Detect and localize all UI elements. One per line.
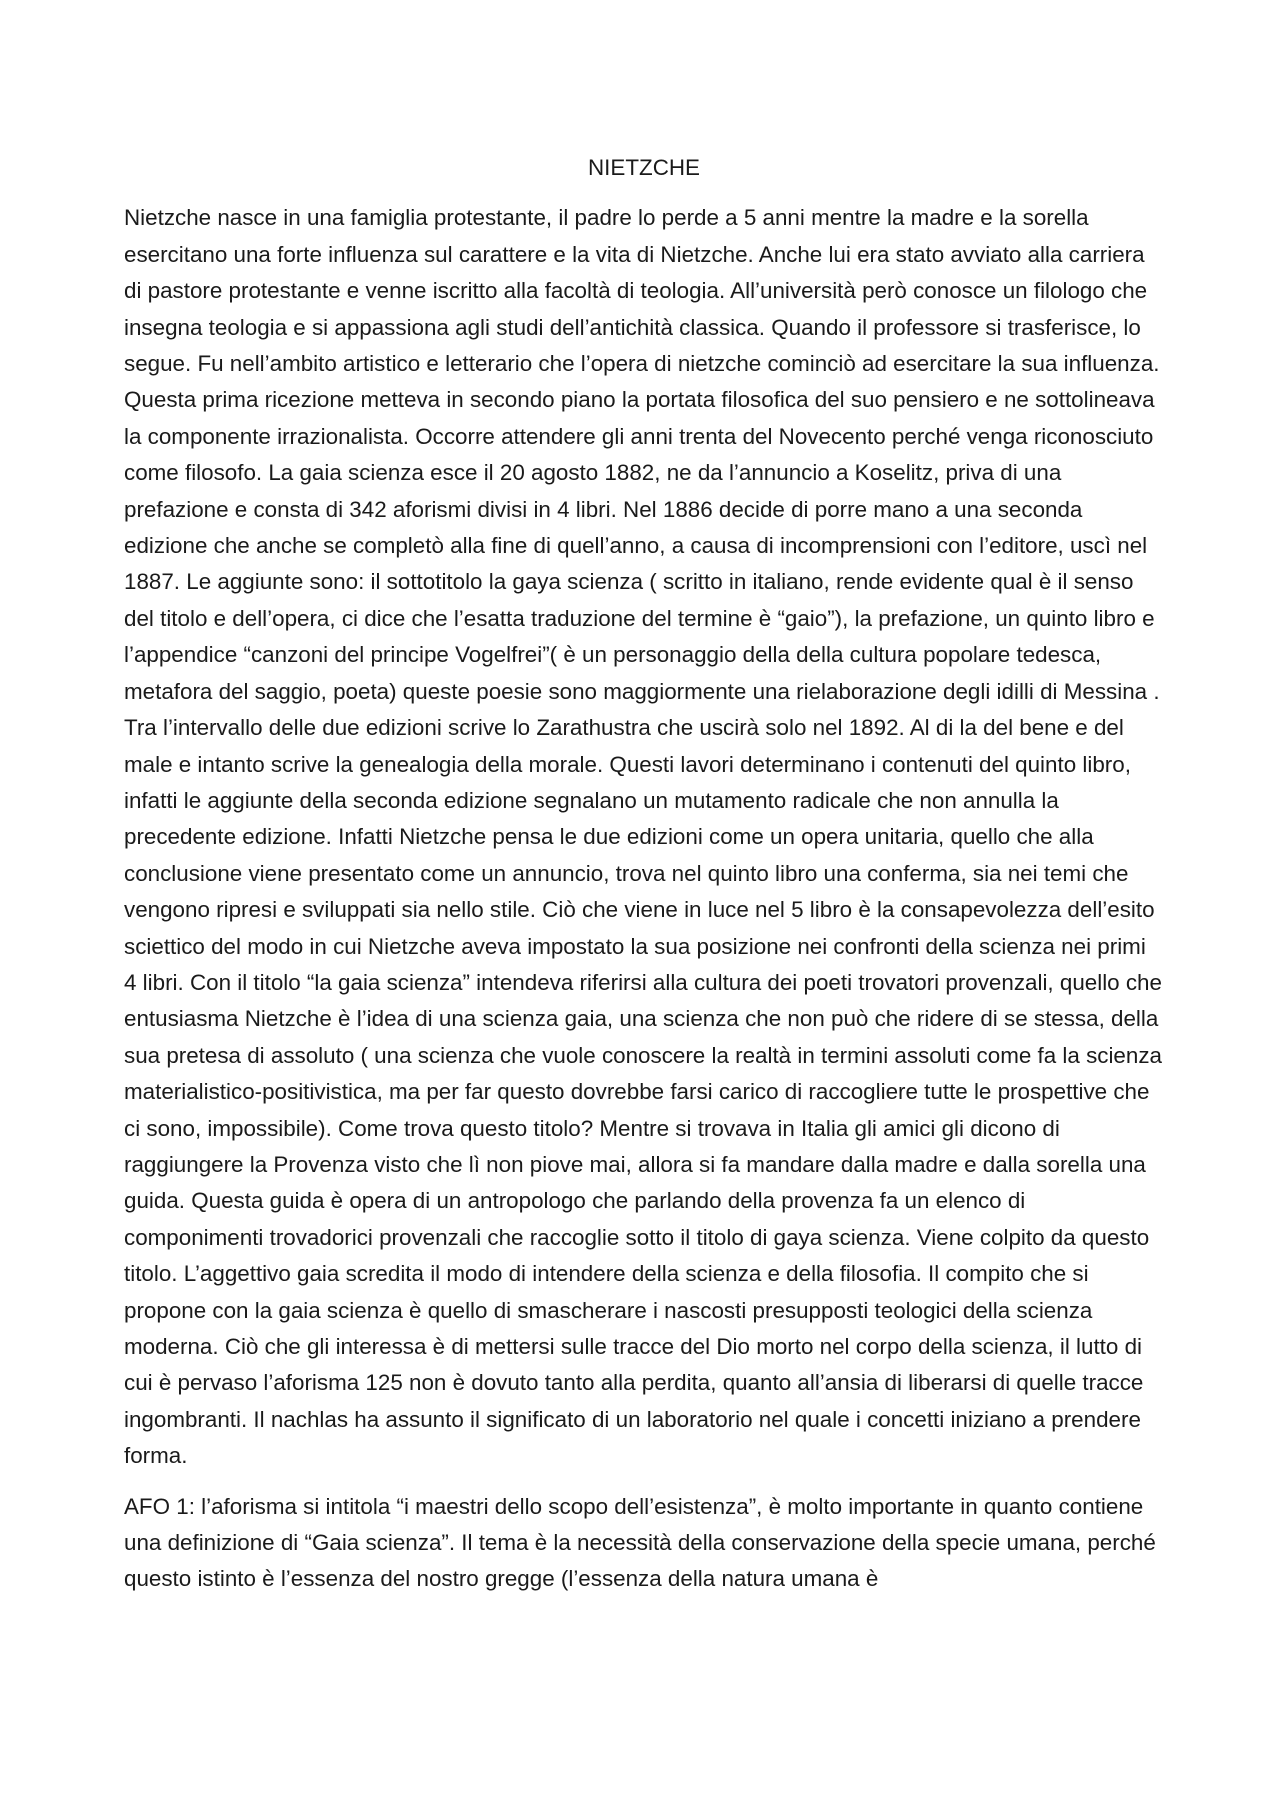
document-title: NIETZCHE bbox=[588, 155, 700, 180]
document-body bbox=[124, 150, 1164, 1612]
paragraph-afo-1: AFO 1: l’aforisma si intitola “i maestri dello scopo dell’esistenza”, è molto importante in quanto contiene una definizione di “Gaia scienza”. Il tema è la necessità della conservazione della specie umana, perché questo istinto è l’essenza del nostro gregge (l’essenza della natura umana è bbox=[124, 1493, 1156, 1592]
paragraph-intro: Nietzche nasce in una famiglia protestante, il padre lo perde a 5 anni mentre la madre e la sorella esercitano una forte influenza sul carattere e la vita di Nietzche. Anche lui era stato avviato alla carriera di pastore protestante e venne iscritto alla facoltà di teologia. All’università però conosce un filologo che insegna teologia e si appassiona agli studi dell’antichità classica. Quando il professore si trasferisce, lo segue. Fu nell’ambito artistico e letterario che l’opera di nietzche cominciò ad esercitare la sua influenza. Questa prima ricezione metteva in secondo piano la portata filosofica del suo pensiero e ne sottolineava la componente irrazionalista. Occorre attendere gli anni trenta del Novecento perché venga riconosciuto come filosofo. La gaia scienza esce il 20 agosto 1882, ne da l’annuncio a Koselitz, priva di una prefazione e consta di 342 aforismi divisi in 4 libri. Nel 1886 decide di porre mano a una seconda edizione che anche se completò alla fine di quell’anno, a causa di incomprensioni con l’editore, uscì nel 1887. Le aggiunte sono: il sottotitolo la gaya scienza ( scritto in italiano, rende evidente qual è il senso del titolo e dell’opera, ci dice che l’esatta traduzione del termine è “gaio”), la prefazione, un quinto libro e l’appendice “canzoni del principe Vogelfrei”( è un personaggio della della cultura popolare tedesca, metafora del saggio, poeta) queste poesie sono maggiormente una rielaborazione degli idilli di Messina . Tra l’intervallo delle due edizioni scrive lo Zarathustra che uscirà solo nel 1892. Al di la del bene e del male e intanto scrive la genealogia della morale. Questi lavori determinano i contenuti del quinto libro, infatti le aggiunte della seconda edizione segnalano un mutamento radicale che non annulla la precedente edizione. Infatti Nietzche pensa le due edizioni come un opera unitaria, quello che alla conclusione viene presentato come un annuncio, trova nel quinto libro una conferma, sia nei temi che vengono ripresi e sviluppati sia nello stile. Ciò che viene in luce nel 5 libro è la consapevolezza dell’esito sciettico del modo in cui Nietzche aveva impostato la sua posizione nei confronti della scienza nei primi 4 libri. Con il titolo “la gaia scienza” intendeva riferirsi alla cultura dei poeti trovatori provenzali, quello che entusiasma Nietzche è l’idea di una scienza gaia, una scienza che non può che ridere di se stessa, della sua pretesa di assoluto ( una scienza che vuole conoscere la realtà in termini assoluti come fa la scienza materialistico-positivistica, ma per far questo dovrebbe farsi carico di raccogliere tutte le prospettive che ci sono, impossibile). Come trova questo titolo? Mentre si trovava in Italia gli amici gli dicono di raggiungere la Provenza visto che lì non piove mai, allora si fa mandare dalla madre e dalla sorella una guida. Questa guida è opera di un antropologo che parlando della provenza fa un elenco di componimenti trovadorici provenzali che raccoglie sotto il titolo di gaya scienza. Viene colpito da questo titolo. L’aggettivo gaia scredita il modo di intendere della scienza e della filosofia. Il compito che si propone con la gaia scienza è quello di smascherare i nascosti presupposti teologici della scienza moderna. Ciò che gli interessa è di mettersi sulle tracce del Dio morto nel corpo della scienza, il lutto di cui è pervaso l’aforisma 125 non è dovuto tanto alla perdita, quanto all’ansia di liberarsi di quelle tracce ingombranti. Il nachlas ha assunto il significato di un laboratorio nel quale i concetti iniziano a prendere forma. bbox=[124, 205, 1162, 1469]
